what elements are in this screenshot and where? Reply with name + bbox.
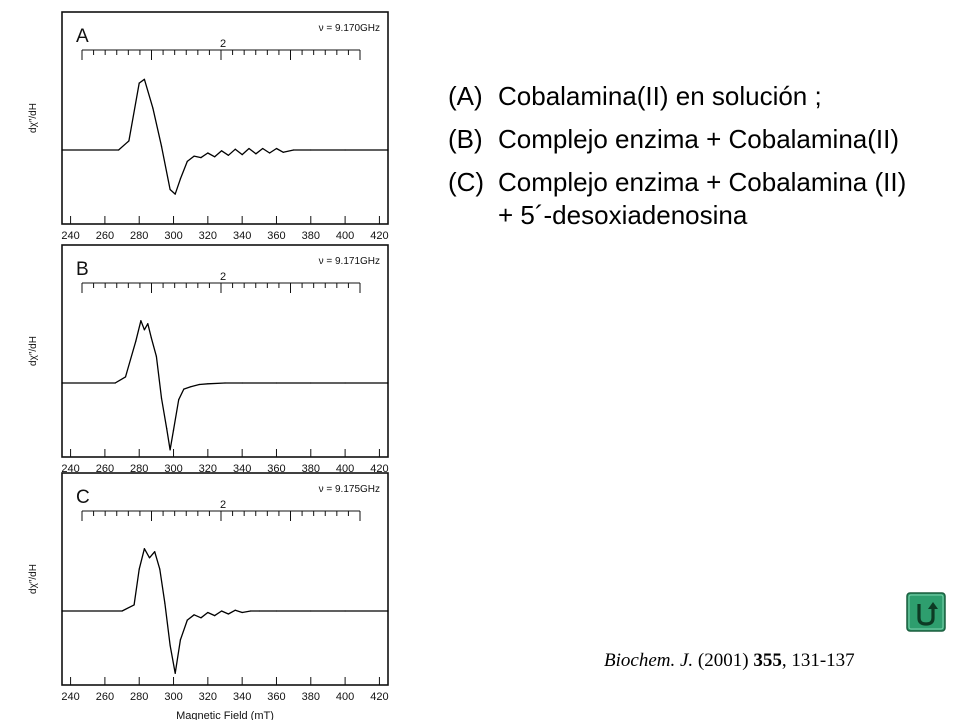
panel-a-tick-label-320: 320 — [198, 230, 218, 242]
panel-a-data-point — [262, 148, 263, 149]
panel-a-data-point — [144, 79, 145, 80]
panel-a-data-point — [207, 152, 208, 153]
citation-year: (2001) — [697, 650, 749, 671]
panel-a-data-point — [269, 152, 270, 153]
citation-pages: , 131-137 — [781, 650, 855, 671]
panel-c-data-point — [194, 614, 195, 615]
panel-c-tick-label-380: 380 — [301, 691, 320, 703]
panel-a-data-point — [128, 140, 129, 141]
panel-c-data-point — [149, 557, 150, 558]
panel-a-spectrum-line — [62, 79, 388, 194]
panel-c-data-point — [139, 569, 140, 570]
panel-c-data-point — [164, 603, 165, 604]
panel-c-data-point — [387, 610, 388, 611]
panel-c-data-point — [61, 610, 62, 611]
panel-c-data-point — [259, 610, 260, 611]
panel-a-tick-label-240: 240 — [61, 230, 80, 242]
panel-a-data-point — [228, 155, 229, 156]
panel-c-data-point — [200, 617, 201, 618]
panel-c-tick-label-280: 280 — [130, 691, 149, 703]
panel-b-data-point — [387, 382, 388, 383]
panel-a-data-point — [310, 149, 311, 150]
panel-c-tick-label-240: 240 — [61, 691, 80, 703]
panel-c-data-point — [187, 620, 188, 621]
panel-c-tick-label-360: 360 — [267, 691, 286, 703]
legend — [448, 80, 908, 242]
panel-b-tick-label-280: 280 — [130, 463, 149, 475]
panel-a-data-point — [170, 189, 171, 190]
citation-volume: 355 — [753, 650, 782, 671]
panel-b-data-point — [144, 329, 145, 330]
panel-b-data-point — [224, 382, 225, 383]
legend-item-c — [448, 166, 908, 232]
citation-journal: Biochem. J. — [604, 650, 694, 671]
panel-b-data-point — [147, 323, 148, 324]
panel-b-data-point — [161, 398, 162, 399]
panel-b-tick-label-320: 320 — [198, 463, 218, 475]
panel-a-data-point — [248, 148, 249, 149]
panel-b-data-point — [190, 386, 191, 387]
panel-c-tick-label-320: 320 — [198, 691, 218, 703]
panel-c-data-point — [154, 551, 155, 552]
legend-item-b — [448, 123, 908, 156]
panel-b-ylabel: dχ″/dH — [28, 336, 39, 366]
panel-b-tick-label-260: 260 — [95, 463, 115, 475]
panel-c-data-point — [180, 639, 181, 640]
panel-c-tick-label-260: 260 — [95, 691, 115, 703]
panel-c-data-point — [144, 548, 145, 549]
panel-c-tick-label-400: 400 — [335, 691, 355, 703]
panel-c-data-point — [221, 610, 222, 611]
panel-a-tick-label-420: 420 — [370, 230, 389, 242]
panel-b-frequency: ν = 9.171GHz — [318, 256, 380, 267]
panel-b-data-point — [170, 449, 171, 450]
legend-text-b: Complejo enzima + Cobalamina(II) — [498, 124, 900, 154]
panel-a-data-point — [161, 146, 162, 147]
panel-b-data-point — [135, 341, 136, 342]
panel-b-data-point — [140, 320, 141, 321]
panel-c-data-point — [214, 615, 215, 616]
panel-c-data-point — [207, 612, 208, 613]
legend-label-c: (C) — [448, 167, 485, 197]
panel-a-data-point — [235, 149, 236, 150]
panel-b-data-point — [125, 376, 126, 377]
panel-b-data-point — [199, 384, 200, 385]
panel-c-ylabel: dχ″/dH — [28, 564, 39, 594]
panel-b-tick-label-400: 400 — [335, 463, 355, 475]
panel-b-data-point — [173, 430, 174, 431]
panel-b-data-point — [156, 356, 157, 357]
legend-text-a: Cobalamina(II) en solución ; — [498, 81, 822, 111]
panel-c-data-point — [228, 613, 229, 614]
panel-b-data-point — [166, 428, 167, 429]
panel-a-tick-label-260: 260 — [95, 230, 115, 242]
panel-b-letter: B — [76, 259, 89, 280]
panel-b-data-point — [61, 382, 62, 383]
panel-a-data-point — [180, 178, 181, 179]
panel-a-data-point — [118, 149, 119, 150]
panel-a-data-point — [221, 150, 222, 151]
panel-c-data-point — [235, 610, 236, 611]
panel-a-data-point — [61, 149, 62, 150]
panel-c-data-point — [242, 612, 243, 613]
panel-a-tick-label-280: 280 — [130, 230, 149, 242]
panel-c-data-point — [170, 645, 171, 646]
panel-b-data-point — [310, 382, 311, 383]
panel-a-data-point — [293, 149, 294, 150]
epr-spectra-figure — [0, 0, 460, 720]
panel-c-data-point — [250, 610, 251, 611]
panel-a-data-point — [139, 83, 140, 84]
panel-c-data-point — [345, 610, 346, 611]
panel-b-tick-label-380: 380 — [301, 463, 320, 475]
panel-b-tick-label-360: 360 — [267, 463, 286, 475]
panel-b-tick-label-240: 240 — [61, 463, 80, 475]
panel-a-ylabel: dχ″/dH — [28, 103, 39, 133]
panel-a-letter: A — [76, 26, 89, 47]
panel-b-data-point — [207, 383, 208, 384]
panel-a-data-point — [345, 149, 346, 150]
panel-a-tick-label-380: 380 — [301, 230, 320, 242]
panel-a-tick-label-360: 360 — [267, 230, 286, 242]
panel-a-data-point — [214, 156, 215, 157]
citation — [604, 650, 855, 672]
panel-a-data-point — [242, 154, 243, 155]
panel-c-scale-label: 2 — [219, 499, 227, 511]
panel-c-data-point — [175, 673, 176, 674]
back-button[interactable] — [906, 592, 946, 632]
panel-c-tick-label-300: 300 — [164, 691, 183, 703]
panel-c-frequency: ν = 9.175GHz — [318, 484, 380, 495]
legend-text-c: Complejo enzima + Cobalamina (II) + 5´-desoxiadenosina — [498, 167, 907, 230]
panel-c-tick-label-420: 420 — [370, 691, 389, 703]
panel-b-data-point — [151, 337, 152, 338]
panel-b-data-point — [178, 399, 179, 400]
panel-c-xlabel: Magnetic Field (mT) — [176, 710, 274, 720]
panel-b-data-point — [276, 382, 277, 383]
panel-a-tick-label-300: 300 — [164, 230, 183, 242]
panel-c-tick-label-340: 340 — [232, 691, 252, 703]
panel-c-data-point — [134, 604, 135, 605]
panel-a-data-point — [255, 153, 256, 154]
panel-a-data-point — [187, 161, 188, 162]
panel-b-tick-label-420: 420 — [370, 463, 389, 475]
legend-label-b: (B) — [448, 124, 483, 154]
panel-c-spectrum-line — [62, 549, 388, 674]
panel-c-data-point — [276, 610, 277, 611]
legend-label-a: (A) — [448, 81, 483, 111]
panel-b-data-point — [242, 382, 243, 383]
panel-a-data-point — [194, 156, 195, 157]
panel-a-data-point — [152, 108, 153, 109]
panel-a-tick-label-340: 340 — [232, 230, 252, 242]
panel-c-data-point — [122, 610, 123, 611]
panel-c-data-point — [159, 569, 160, 570]
panel-a-data-point — [200, 157, 201, 158]
panel-b-data-point — [183, 389, 184, 390]
panel-b-tick-label-300: 300 — [164, 463, 183, 475]
panel-b-tick-label-340: 340 — [232, 463, 252, 475]
panel-a-data-point — [175, 194, 176, 195]
panel-b-data-point — [115, 382, 116, 383]
panel-a-data-point — [387, 149, 388, 150]
panel-a-frequency: ν = 9.170GHz — [318, 23, 380, 34]
legend-item-a — [448, 80, 908, 113]
panel-a-scale-label: 2 — [219, 38, 227, 50]
panel-c-data-point — [310, 610, 311, 611]
panel-a-data-point — [283, 152, 284, 153]
panel-b-scale-label: 2 — [219, 271, 227, 283]
panel-b-spectrum-line — [62, 321, 388, 450]
panel-b-data-point — [345, 382, 346, 383]
panel-c-letter: C — [76, 487, 90, 508]
panel-a-data-point — [276, 148, 277, 149]
panel-a-tick-label-400: 400 — [335, 230, 355, 242]
